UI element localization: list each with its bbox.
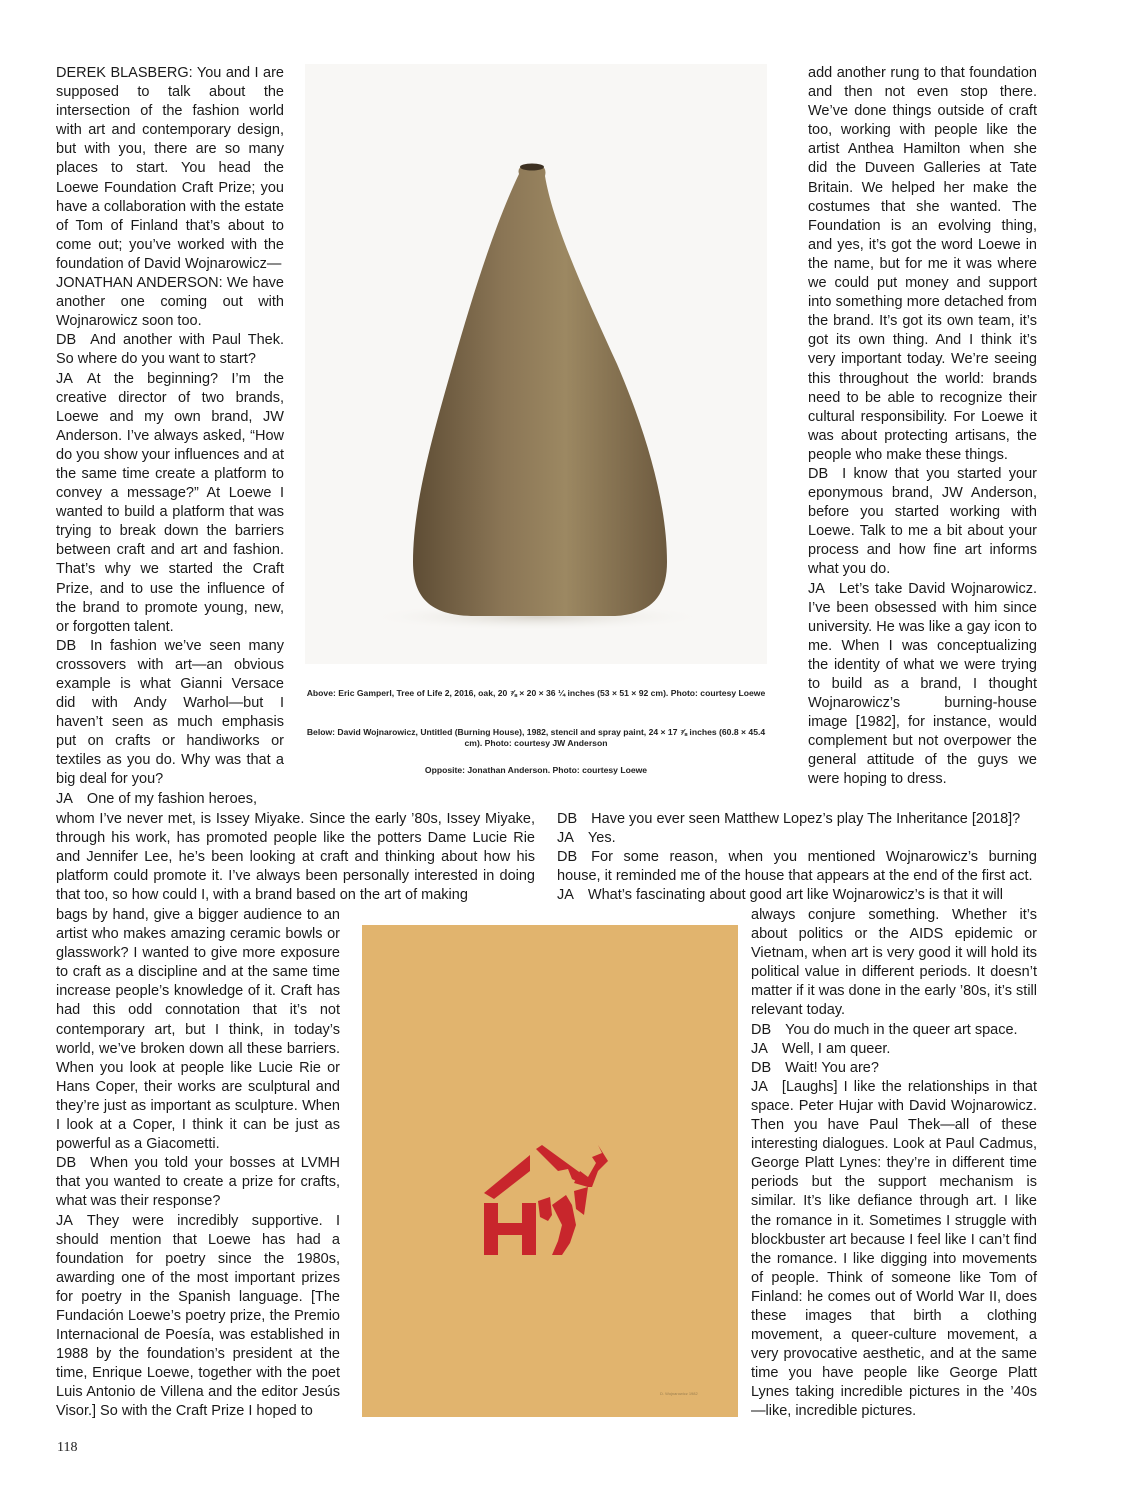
speaker-label: DB (808, 465, 829, 482)
article-paragraph (56, 1212, 340, 1422)
speech-text: Let’s take David Wojnarowicz. I’ve been obsessed with him since university. He was like a gay icon to me. When I was conceptualizing the identity of what we were trying to build as a brand, I thought Wojnarowicz’s burning-house image [1982], for instance, would complement but not overpower the general attitude of the guys we were hoping to dress. (808, 580, 1037, 788)
caption-above: Above: Eric Gamperl, Tree of Life 2, 2016, oak, 20 ⅞ × 20 × 36 ¼ inches (53 × 51 × 92 cm). Photo: courtesy Loewe (306, 688, 766, 698)
article-paragraph: add another rung to that foundation and then not even stop there. We’ve done things outside of craft too, working with people like the artist Anthea Hamilton when she did the Duveen Galleries at Tate Britain. We helped her make the costumes that she wanted. The Foundation is an evolving thing, and yes, it’s got the word Loewe in the name, but for me it was where we could put money and support into something more detached from the brand. It’s got its own team, it’s got its own thing. And I think it’s very important today. We’re seeing this throughout the world: brands need to be able to recognize their cultural responsibility. For Loewe it was about protecting artisans, the people who make these things. (808, 65, 1037, 463)
speaker-label: JA (56, 1212, 73, 1229)
tree-of-life-vase-image (305, 64, 767, 664)
article-paragraph: DEREK BLASBERG: You and I are supposed to talk about the intersection of the fashion world with art and contemporary design, but with you, there are so many places to start. You head the Loewe Foundation Craft Prize; you have a collaboration with the estate of Tom of Finland that’s about to come out; you’ve worked with the foundation of David Wojnarowicz— (56, 65, 284, 272)
article-paragraph (557, 848, 1037, 886)
article-paragraph (751, 1040, 1037, 1059)
speech-text: What’s fascinating about good art like Wojnarowicz’s is that it will (587, 887, 1003, 904)
caption-opposite: Opposite: Jonathan Anderson. Photo: courtesy Loewe (424, 765, 648, 775)
article-paragraph (751, 1078, 1037, 1422)
article-column-right-top (808, 64, 1037, 790)
speech-text: Have you ever seen Matthew Lopez’s play The Inheritance [2018]? (591, 811, 1021, 827)
article-paragraph (557, 829, 1037, 848)
article-paragraph (751, 1021, 1037, 1040)
speech-text: When you told your bosses at LVMH that you wanted to create a prize for crafts, what was their response? (56, 1155, 340, 1210)
page-number: 118 (57, 1440, 78, 1455)
speech-text: In fashion we’ve seen many crossovers with art—an obvious example is what Gianni Versace did with Andy Warhol—but I haven’t seen as much emphasis put on crafts or handiworks or textiles as you do. Why was that a big deal for you? (56, 637, 284, 788)
article-paragraph (56, 637, 284, 790)
speech-text: You do much in the queer art space. (785, 1021, 1018, 1038)
speech-text: At the beginning? I’m the creative director of two brands, Loewe and my own brand, JW Anderson. I’ve always asked, “How do you show your influences and at the same time create a platform to convey a message?” At Loewe I wanted to build a platform that was trying to break down the barriers between craft and art and fashion. That’s why we started the Craft Prize, and to use the influence of the brand to promote young, new, or forgotten talent. (56, 370, 284, 635)
article-column-left-top (56, 64, 284, 809)
speaker-label: DB (56, 332, 77, 349)
article-paragraph (808, 465, 1037, 580)
speech-text: For some reason, when you mentioned Wojnarowicz’s burning house, it reminded me of the house that appears at the end of the first act. (557, 849, 1037, 885)
article-paragraph: always conjure something. Whether it’s about politics or the AIDS epidemic or Vietnam, when art is very good it will hold its political value in different periods. It doesn’t matter if it was done in the early ’80s, it’s still relevant today. (751, 907, 1037, 1019)
speaker-label: JA (557, 887, 574, 904)
vase-photo (305, 64, 767, 664)
speaker-label: DB (557, 849, 578, 866)
artwork-signature: D. Wojnarowicz 1982 (660, 1391, 698, 1396)
article-paragraph: JONATHAN ANDERSON: We have another one coming out with Wojnarowicz soon too. (56, 275, 284, 330)
speech-text: Wait! You are? (785, 1059, 879, 1076)
article-column-middle-right (557, 810, 1037, 905)
speaker-label: JA (557, 830, 574, 847)
article-paragraph (56, 331, 284, 369)
article-column-middle-left (56, 810, 535, 905)
speech-text: They were incredibly supportive. I should mention that Loewe has had a foundation for poetry since the 1980s, awarding one of the most important prizes for poetry in the Spanish language. [The Fundación Loewe’s poetry prize, the Premio Internacional de Poesía, was established in 1988 by the foundation’s president at the time, Enrique Loewe, together with the poet Luis Antonio de Villena and the editor Jesús Visor.] So with the Craft Prize I hoped to (56, 1212, 340, 1420)
speech-text: And another with Paul Thek. So where do you want to start? (56, 332, 284, 368)
article-paragraph (751, 1059, 1037, 1078)
article-column-bottom-right (751, 906, 1037, 1422)
article-paragraph (56, 370, 284, 637)
caption-below: Below: David Wojnarowicz, Untitled (Burning House), 1982, stencil and spray paint, 24 × 17 ⅞ inches (60.8 × 45.4 cm). Photo: courtesy JW Anderson (306, 727, 766, 748)
speaker-label: JA (808, 580, 825, 597)
article-paragraph (56, 790, 284, 809)
speech-text: [Laughs] I like the relationships in that space. Peter Hujar with David Wojnarowicz. Then you have Paul Thek—all of these interesting dialogues. Look at Paul Cadmus, George Platt Lynes: they’re in different time periods but the support mechanism is similar. It’s like defiance through art. I like the romance in it. Sometimes I struggle with blockbuster art because I feel like I can’t find the romance. I like digging into movements of people. Think of someone like Tom of Finland: he comes out of World War II, does these images that birth a clothing movement, a queer-culture movement, a very provocative aesthetic, and at the same time you have people like George Platt Lynes taking incredible pictures in the ’40s—like, incredible pictures. (751, 1078, 1037, 1420)
speaker-label: DB (751, 1021, 772, 1038)
article-paragraph (557, 886, 1037, 905)
speech-text: Well, I am queer. (781, 1040, 891, 1057)
article-column-bottom-left (56, 906, 340, 1422)
article-paragraph (557, 810, 1037, 829)
speaker-label: JA (751, 1040, 768, 1057)
article-paragraph (808, 580, 1037, 790)
speaker-label: DB (557, 811, 578, 827)
speaker-label: JA (751, 1078, 768, 1095)
speaker-label: JA (56, 790, 73, 807)
speaker-label: JA (56, 370, 73, 387)
burning-house-photo (362, 925, 738, 1417)
speech-text: One of my fashion heroes, (86, 790, 257, 807)
speaker-label: DB (56, 637, 77, 654)
burning-house-image (362, 925, 738, 1417)
article-paragraph: bags by hand, give a bigger audience to an artist who makes amazing ceramic bowls or glasswork? I wanted to give more exposure to craft as a discipline and at the same time increase people’s knowledge of it. Craft has had this odd connotation that it’s not contemporary art, but I think, in today’s world, we’ve broken down all these barriers. When you look at people like Lucie Rie or Hans Coper, their works are sculptural and they’re just as important as sculpture. When I look at a Coper, I think it can be just as powerful as a Giacometti. (56, 907, 340, 1153)
article-paragraph: whom I’ve never met, is Issey Miyake. Since the early ’80s, Issey Miyake, through his work, has promoted people like the potters Dame Lucie Rie and Jennifer Lee, he’s been looking at craft and thinking about how his platform could promote it. I’ve always been personally interested in doing that too, so how could I, with a brand based on the art of making (56, 811, 535, 904)
speech-text: I know that you started your eponymous brand, JW Anderson, before you started working with Loewe. Talk to me a bit about your process and how fine art informs what you do. (808, 465, 1037, 578)
speaker-label: DB (56, 1155, 77, 1172)
speaker-label: DB (751, 1059, 772, 1076)
article-paragraph (56, 1154, 340, 1211)
speech-text: Yes. (587, 830, 616, 847)
